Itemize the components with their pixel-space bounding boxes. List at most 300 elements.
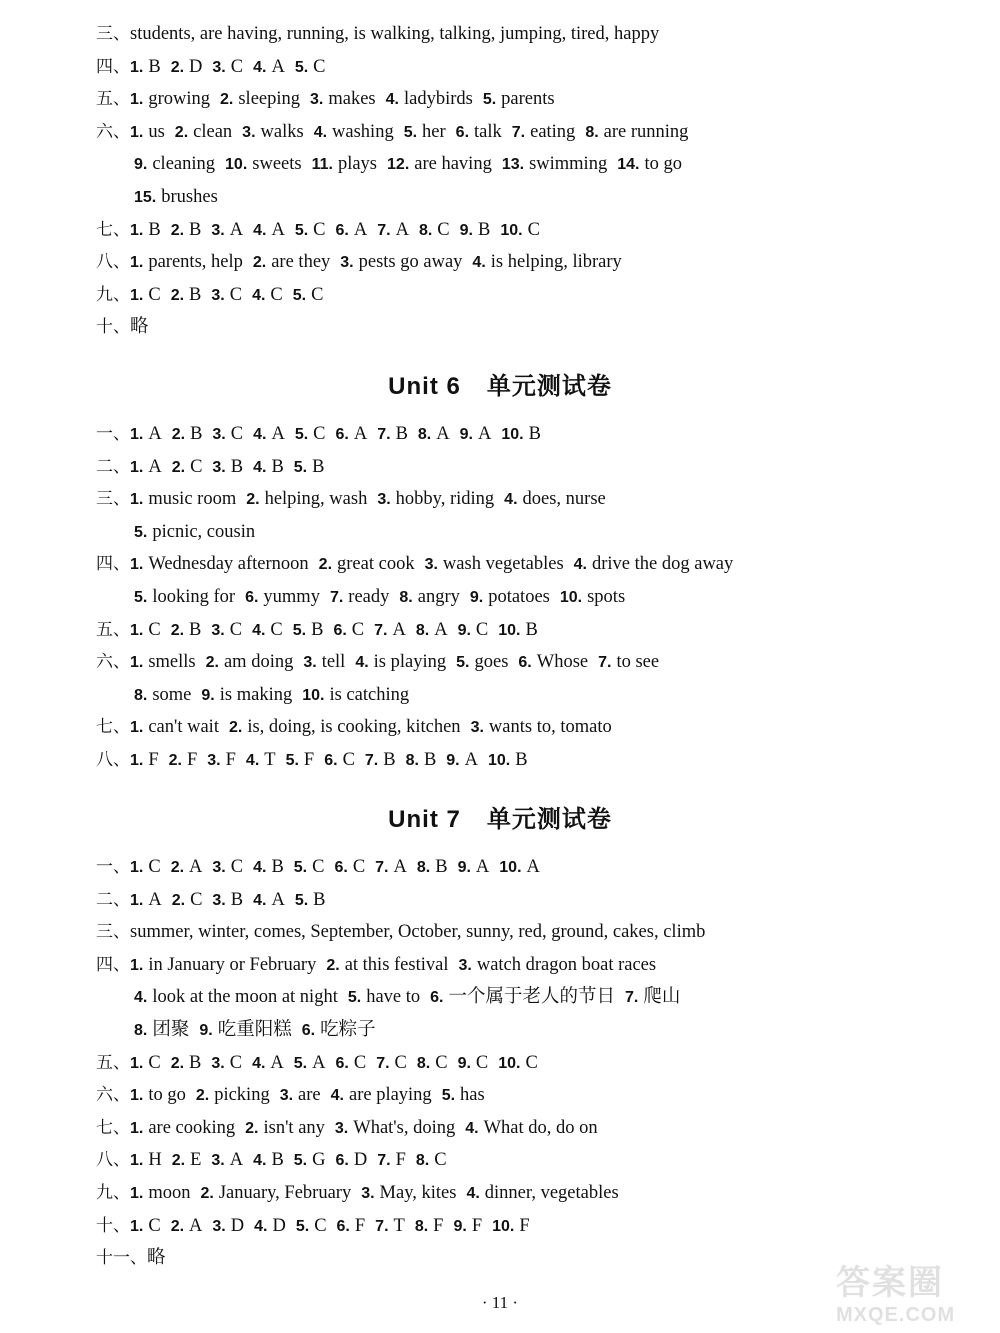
answer-item <box>171 857 203 877</box>
item-answer: is catching <box>329 684 410 705</box>
answer-item <box>212 857 243 877</box>
item-answer: B <box>313 889 326 910</box>
item-answer: ladybirds <box>403 89 473 110</box>
item-answer: are <box>298 1085 321 1106</box>
item-number: 2. <box>252 254 267 272</box>
answer-item <box>172 424 203 444</box>
item-number: 3. <box>212 1217 226 1235</box>
answer-item <box>502 154 607 174</box>
item-answer: talk <box>474 121 502 142</box>
answer-item <box>296 1216 327 1236</box>
item-number: 6. <box>324 752 338 769</box>
answer-item <box>130 489 236 509</box>
answer-item <box>416 620 448 640</box>
question-label: 八、 <box>96 1150 130 1171</box>
answer-item <box>206 652 294 672</box>
answer-line <box>134 152 692 177</box>
item-answer: B <box>515 750 528 770</box>
item-number: 1. <box>130 1185 144 1202</box>
answer-item <box>130 57 161 77</box>
item-number: 1. <box>130 654 144 672</box>
item-answer: A <box>526 857 540 877</box>
item-answer: angry <box>417 587 460 607</box>
answer-line <box>96 455 334 480</box>
item-answer: 吃粽子 <box>320 1020 376 1040</box>
item-answer: eating <box>530 121 576 142</box>
item-answer: C <box>434 1150 447 1171</box>
answer-item <box>419 220 450 240</box>
answer-item <box>212 890 243 910</box>
item-answer: has <box>460 1085 485 1106</box>
item-answer: A <box>229 1150 244 1171</box>
item-number: 2. <box>174 123 189 141</box>
item-answer: C <box>148 1052 161 1073</box>
answer-line <box>96 715 622 740</box>
item-number: 7. <box>377 426 391 443</box>
item-number: 5. <box>294 58 309 76</box>
item-number: 3. <box>211 1152 225 1170</box>
item-number: 8. <box>585 123 599 141</box>
item-number: 3. <box>211 286 225 304</box>
item-answer: A <box>271 219 285 240</box>
item-answer: A <box>395 219 409 240</box>
item-number: 3. <box>212 859 226 876</box>
question-label: 八、 <box>96 252 130 273</box>
item-number: 10. <box>498 621 521 639</box>
answer-item <box>498 1053 538 1073</box>
answer-line <box>96 1116 608 1141</box>
answer-item <box>415 1216 444 1236</box>
unit7-title-unit: Unit 7 <box>388 806 461 833</box>
answer-item <box>252 620 283 640</box>
answer-text: 略 <box>147 1248 166 1269</box>
item-answer: isn't any <box>263 1117 325 1138</box>
item-answer: C <box>435 1052 448 1073</box>
item-number: 1. <box>130 1152 144 1170</box>
item-number: 4. <box>385 91 399 109</box>
item-answer: C <box>148 1215 161 1236</box>
item-answer: A <box>148 424 162 444</box>
answer-item <box>456 652 508 672</box>
item-answer: Wednesday afternoon <box>148 554 309 575</box>
answer-item <box>375 1216 405 1236</box>
answer-item <box>212 57 243 77</box>
item-answer: can't wait <box>148 717 219 738</box>
answer-item <box>130 1053 161 1073</box>
item-answer: B <box>189 284 202 305</box>
answer-item <box>302 1020 376 1040</box>
answer-item <box>303 652 345 672</box>
answer-line <box>96 618 548 643</box>
item-answer: moon <box>148 1183 191 1203</box>
item-number: 2. <box>171 426 186 443</box>
item-answer: growing <box>148 89 211 110</box>
answer-item <box>201 685 292 705</box>
answer-item <box>130 652 196 672</box>
item-number: 4. <box>313 123 328 141</box>
item-number: 5. <box>482 91 497 109</box>
item-number: 2. <box>171 458 186 476</box>
item-answer: C <box>229 284 243 305</box>
answer-line <box>96 487 616 512</box>
item-answer: brushes <box>161 187 218 207</box>
answer-text: summer, winter, comes, September, October, sunny, red, ground, cakes, climb <box>130 922 706 943</box>
answer-item <box>460 220 491 240</box>
item-answer: at this festival <box>344 954 449 975</box>
item-answer: C <box>230 56 244 77</box>
answer-item <box>130 955 316 975</box>
answer-line <box>96 55 336 80</box>
answer-item <box>377 1150 406 1170</box>
item-answer: F <box>433 1215 444 1236</box>
watermark-logo <box>836 1255 986 1325</box>
item-number: 5. <box>347 989 362 1007</box>
item-answer: C <box>148 284 161 305</box>
item-answer: yummy <box>263 587 320 607</box>
question-label: 五、 <box>96 89 130 110</box>
answer-item <box>130 122 165 142</box>
item-number: 2. <box>195 1087 210 1105</box>
answer-item <box>458 620 489 640</box>
item-answer: A <box>270 1052 284 1073</box>
question-label: 四、 <box>96 56 130 77</box>
item-number: 7. <box>364 752 379 769</box>
item-number: 1. <box>130 621 144 639</box>
answer-line <box>134 985 690 1010</box>
answer-item <box>310 89 376 109</box>
answer-item <box>172 457 203 477</box>
item-number: 4. <box>253 1152 267 1170</box>
item-number: 8. <box>405 752 419 769</box>
answer-item <box>312 154 377 174</box>
answer-item <box>458 1053 489 1073</box>
item-number: 3. <box>361 1185 375 1202</box>
item-number: 8. <box>134 1022 148 1039</box>
item-number: 5. <box>134 589 148 606</box>
answer-item <box>336 220 368 240</box>
question-label: 十一、 <box>96 1248 147 1269</box>
item-answer: B <box>312 456 325 477</box>
item-number: 7. <box>377 1152 391 1170</box>
item-answer: A <box>434 619 448 640</box>
answer-item <box>472 252 621 272</box>
item-answer: cleaning <box>152 154 216 175</box>
item-answer: C <box>525 1052 538 1073</box>
item-number: 7. <box>329 589 344 606</box>
item-answer: A <box>353 219 368 240</box>
item-number: 8. <box>134 686 148 704</box>
item-number: 6. <box>335 426 349 443</box>
answer-item <box>253 252 330 272</box>
item-number: 7. <box>511 123 526 141</box>
item-answer: swimming <box>529 154 608 175</box>
item-number: 2. <box>170 221 185 239</box>
item-number: 4. <box>253 891 267 909</box>
item-number: 9. <box>453 1217 467 1235</box>
answer-item <box>295 57 326 77</box>
item-number: 2. <box>170 621 185 639</box>
answer-item <box>211 1053 242 1073</box>
item-answer: C <box>148 857 161 877</box>
item-answer: have to <box>366 987 421 1008</box>
item-answer: A <box>271 889 285 910</box>
item-answer: sweets <box>252 154 302 175</box>
answer-item <box>253 1150 284 1170</box>
answer-item <box>134 587 235 607</box>
answer-line <box>134 585 635 610</box>
answer-item <box>560 587 625 607</box>
item-answer: C <box>394 1052 407 1073</box>
item-number: 9. <box>446 752 460 769</box>
item-number: 5. <box>456 654 470 672</box>
item-number: 1. <box>130 123 144 141</box>
answer-item <box>134 987 338 1007</box>
item-answer: does, nurse <box>522 489 606 510</box>
item-number: 7. <box>375 1217 389 1235</box>
item-answer: to go <box>148 1085 186 1106</box>
item-answer: B <box>271 857 284 877</box>
item-answer: F <box>303 750 315 770</box>
answer-item <box>324 750 355 770</box>
item-answer: her <box>422 121 446 142</box>
answer-item <box>134 685 191 705</box>
answer-item <box>456 122 502 142</box>
answer-item <box>336 424 368 444</box>
item-number: 2. <box>168 752 182 769</box>
item-number: 6. <box>336 1217 350 1235</box>
item-answer: watch dragon boat races <box>476 954 657 975</box>
item-answer: F <box>519 1215 530 1236</box>
item-number: 7. <box>624 989 639 1007</box>
item-number: 4. <box>254 1217 268 1235</box>
answer-item <box>470 587 550 607</box>
item-number: 7. <box>377 221 391 239</box>
answer-item <box>130 857 161 877</box>
item-answer: C <box>313 424 326 444</box>
item-number: 3. <box>211 221 225 239</box>
answer-item <box>294 857 325 877</box>
item-answer: B <box>230 456 244 477</box>
item-number: 10. <box>559 589 583 606</box>
item-answer: C <box>527 219 540 240</box>
answer-item <box>211 1150 243 1170</box>
item-answer: drive the dog away <box>592 554 734 575</box>
item-number: 4. <box>504 491 518 509</box>
answer-item <box>212 457 243 477</box>
answer-item <box>334 857 365 877</box>
question-label: 九、 <box>96 284 130 305</box>
item-answer: A <box>392 619 406 640</box>
item-answer: A <box>271 424 285 444</box>
answer-item <box>458 955 656 975</box>
question-label: 六、 <box>96 121 130 142</box>
item-answer: A <box>229 219 244 240</box>
item-answer: C <box>270 619 283 640</box>
answer-item <box>253 424 285 444</box>
item-answer: great cook <box>337 554 415 575</box>
question-label: 十、 <box>96 317 130 338</box>
answer-line <box>96 120 698 145</box>
item-number: 2. <box>171 891 186 909</box>
answer-item <box>498 620 538 640</box>
item-answer: B <box>189 619 202 640</box>
item-number: 1. <box>130 426 144 443</box>
item-number: 2. <box>170 1217 185 1235</box>
answer-line <box>96 650 669 675</box>
item-number: 3. <box>212 891 226 909</box>
answer-item <box>130 285 161 305</box>
answer-item <box>130 750 159 770</box>
answer-item <box>130 252 243 272</box>
answer-item <box>253 57 285 77</box>
answer-item <box>387 154 492 174</box>
item-number: 10. <box>302 686 325 704</box>
answer-line <box>96 283 333 308</box>
item-answer: January, February <box>218 1183 352 1203</box>
item-number: 4. <box>253 221 267 239</box>
item-answer: 吃重阳糕 <box>217 1020 292 1040</box>
item-number: 1. <box>130 221 144 239</box>
answer-line <box>96 953 666 978</box>
item-answer: dinner, vegetables <box>484 1183 619 1203</box>
item-answer: goes <box>474 652 509 673</box>
item-answer: B <box>525 619 538 640</box>
item-answer: walks <box>260 121 304 142</box>
answer-item <box>200 1183 351 1203</box>
answer-line <box>134 185 228 210</box>
item-answer: 团聚 <box>152 1020 190 1040</box>
item-number: 3. <box>334 1119 349 1137</box>
item-answer: B <box>311 619 324 640</box>
unit6-heading <box>0 366 1000 401</box>
item-number: 3. <box>310 91 324 109</box>
item-number: 4. <box>466 1185 480 1202</box>
question-label: 七、 <box>96 219 130 240</box>
item-number: 5. <box>293 1152 308 1170</box>
item-number: 2. <box>170 286 185 304</box>
item-answer: helping, wash <box>264 489 368 510</box>
answer-item <box>295 220 326 240</box>
answer-item <box>212 424 243 444</box>
item-answer: 一个属于老人的节日 <box>448 987 615 1008</box>
answer-item <box>377 220 409 240</box>
answer-line <box>96 748 538 773</box>
item-answer: to go <box>644 154 682 175</box>
answer-item <box>171 57 203 77</box>
item-number: 5. <box>292 286 307 304</box>
answer-item <box>340 252 462 272</box>
item-number: 4. <box>134 989 148 1007</box>
item-number: 7. <box>375 859 389 876</box>
answer-item <box>172 890 203 910</box>
answer-item <box>220 89 300 109</box>
item-answer: hobby, riding <box>395 489 495 510</box>
answer-item <box>130 220 161 240</box>
item-answer: D <box>230 1215 245 1236</box>
answer-item <box>625 987 680 1007</box>
item-answer: C <box>475 1052 489 1073</box>
answer-item <box>171 1053 202 1073</box>
answer-item <box>404 122 446 142</box>
item-answer: is playing <box>373 652 447 673</box>
item-number: 8. <box>418 221 433 239</box>
answer-item <box>377 424 408 444</box>
answer-item <box>253 890 285 910</box>
item-answer: C <box>311 284 324 305</box>
answer-item <box>465 1118 597 1138</box>
item-answer: C <box>353 1052 367 1073</box>
item-answer: B <box>190 424 203 444</box>
item-answer: B <box>189 219 202 240</box>
item-answer: clean <box>193 121 233 142</box>
item-answer: C <box>342 750 355 770</box>
answer-item <box>500 220 540 240</box>
item-number: 3. <box>242 123 256 141</box>
question-label: 二、 <box>96 889 130 910</box>
item-answer: B <box>528 424 541 444</box>
question-label: 五、 <box>96 619 130 640</box>
item-answer: to see <box>616 652 660 673</box>
answer-line <box>96 1051 548 1076</box>
item-number: 1. <box>130 1054 144 1072</box>
item-answer: G <box>312 1150 326 1171</box>
answer-item <box>336 1150 368 1170</box>
answer-text: students, are having, running, is walking, talking, jumping, tired, happy <box>130 24 660 44</box>
question-label: 七、 <box>96 717 130 738</box>
item-number: 7. <box>376 1054 390 1072</box>
item-answer: F <box>395 1150 406 1171</box>
answer-item <box>499 857 540 877</box>
item-number: 6. <box>430 989 444 1007</box>
answer-item <box>134 1020 189 1040</box>
item-answer: F <box>225 750 236 770</box>
answer-item <box>252 1053 284 1073</box>
answer-line <box>96 315 149 339</box>
item-number: 5. <box>441 1087 456 1105</box>
item-answer: C <box>351 619 365 640</box>
answer-item <box>253 857 284 877</box>
item-answer: some <box>152 684 192 705</box>
item-answer: C <box>229 619 243 640</box>
item-answer: is helping, library <box>490 252 622 273</box>
item-number: 10. <box>500 221 523 239</box>
item-answer: A <box>312 1052 326 1073</box>
item-answer: T <box>264 750 276 770</box>
answer-item <box>361 1183 456 1203</box>
item-answer: D <box>353 1150 368 1171</box>
item-answer: H <box>148 1150 162 1171</box>
answer-item <box>471 717 612 737</box>
answer-item <box>130 554 309 574</box>
item-number: 5. <box>295 1217 310 1235</box>
answer-item <box>229 717 461 737</box>
question-label: 一、 <box>96 424 130 444</box>
answer-item <box>211 220 243 240</box>
item-number: 3. <box>212 426 226 443</box>
answer-item <box>574 554 734 574</box>
item-number: 7. <box>374 621 388 639</box>
answer-item <box>169 750 198 770</box>
unit7-title-cn: 单元测试卷 <box>486 805 612 833</box>
answer-item <box>172 1150 202 1170</box>
item-answer: spots <box>587 587 626 607</box>
item-number: 5. <box>293 458 308 476</box>
answer-item <box>207 750 236 770</box>
answer-text: 略 <box>130 317 149 338</box>
item-number: 2. <box>245 1119 259 1137</box>
item-number: 9. <box>199 1022 213 1039</box>
item-number: 1. <box>130 859 144 876</box>
